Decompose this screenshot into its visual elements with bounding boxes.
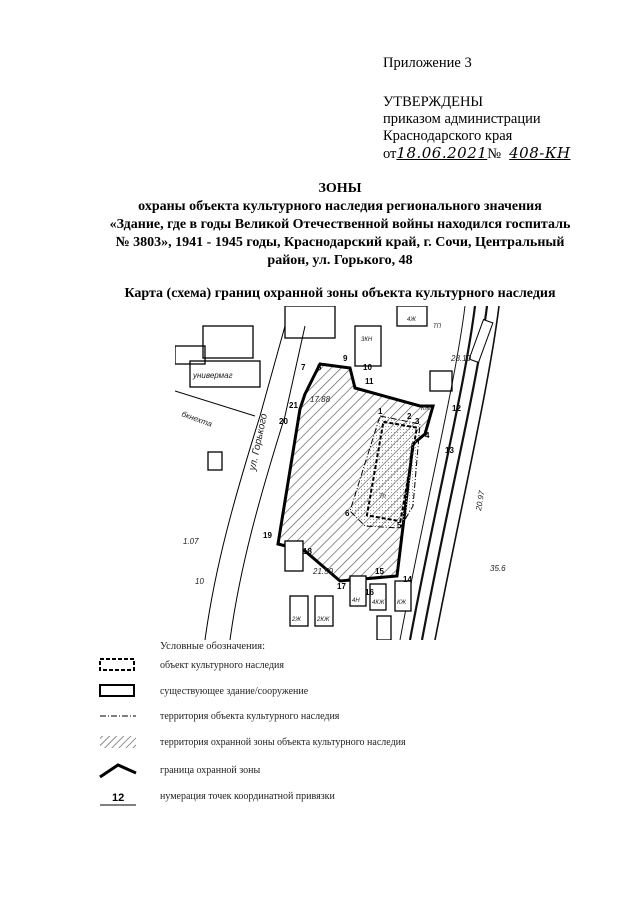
point-number: 2 (407, 412, 412, 421)
approval-date-line (383, 145, 571, 163)
point-number: 8 (317, 363, 322, 372)
point-number: 21 (289, 401, 298, 410)
building-label: 4КЖ (372, 600, 385, 606)
legend-label: граница охранной зоны (160, 765, 261, 776)
point-number: 17 (337, 582, 346, 591)
legend-label: нумерация точек координатной привязки (160, 791, 335, 802)
approved-by-line: приказом администрации (383, 111, 541, 127)
appendix-label: Приложение 3 (383, 55, 472, 71)
point-number-icon (98, 785, 138, 807)
elevation-label: 1.07 (183, 537, 199, 546)
map-title: Карта (схема) границ охранной зоны объекта культурного наследия (124, 286, 556, 301)
elevation-label: 10 (195, 577, 204, 586)
legend-item (98, 682, 138, 702)
approved-label: УТВЕРЖДЕНЫ (383, 94, 484, 110)
legend-item (98, 707, 138, 727)
title-line-3: «Здание, где в годы Великой Отечественной войны находился госпиталь (109, 217, 571, 232)
street-label-gorkogo: ул. Горького (247, 412, 270, 472)
legend-label: существующее здание/сооружение (160, 686, 309, 697)
building-label: КЖ (397, 600, 407, 606)
point-number: 6 (345, 509, 350, 518)
point-number: 9 (343, 354, 348, 363)
page-title: ЗОНЫ (318, 181, 362, 196)
legend-item (98, 785, 138, 805)
title-line-4: № 3803», 1941 - 1945 годы, Краснодарский край, г. Сочи, Центральный (115, 235, 565, 250)
elevation-label: 21.59 (313, 567, 334, 576)
legend-label: территория охранной зоны объекта культурного наследия (160, 737, 406, 748)
elevation-label: 17.88 (310, 395, 331, 404)
building-label: КЖ (421, 406, 431, 412)
legend-label: территория объекта культурного наследия (160, 711, 340, 722)
building-label: 4Н (352, 598, 360, 604)
point-number-sample: 12 (112, 792, 125, 804)
number-label: № (487, 146, 502, 162)
title-line-2: охраны объекта культурного наследия регионального значения (138, 199, 542, 214)
building-label: 2КЖ (317, 617, 330, 623)
dashed-rect-icon (98, 656, 138, 676)
title-line-5: район, ул. Горького, 48 (267, 253, 413, 268)
building-label: Тп (379, 494, 386, 500)
building-label: 3КН (361, 337, 373, 343)
point-number: 3 (415, 417, 420, 426)
building-label-univermag: универмаг (193, 371, 233, 380)
legend-title: Условные обозначения: (160, 641, 266, 652)
point-number: 7 (301, 363, 306, 372)
approval-date: 18.06.2021 (396, 144, 488, 162)
point-number: 18 (303, 547, 312, 556)
zone-map (175, 306, 515, 640)
legend-item (98, 656, 138, 676)
building-label: ТП (433, 324, 442, 330)
point-number: 11 (365, 377, 374, 386)
point-number: 19 (263, 531, 272, 540)
legend-item (98, 759, 138, 779)
legend-label: объект культурного наследия (160, 660, 284, 671)
point-number: 16 (365, 588, 374, 597)
point-number: 13 (445, 446, 454, 455)
elevation-label: 28.10 (451, 354, 472, 363)
point-number: 15 (375, 567, 384, 576)
street-label-partial: бкнехта (180, 409, 214, 429)
elevation-label: 35.6 (490, 564, 506, 573)
point-number: 5 (397, 521, 402, 530)
approval-number: 408-КН (509, 144, 571, 162)
elevation-label: 20.97 (474, 490, 487, 512)
point-number: 10 (363, 363, 372, 372)
solid-rect-icon (98, 682, 138, 702)
bold-line-icon (98, 759, 138, 779)
point-number: 20 (279, 417, 288, 426)
point-number: 12 (452, 404, 461, 413)
point-number: 4 (425, 431, 430, 440)
point-number: 1 (378, 407, 383, 416)
building-label: 2Ж (292, 617, 301, 623)
building-label: 4Ж (407, 317, 416, 323)
point-number: 14 (403, 575, 412, 584)
legend-item (98, 733, 138, 753)
from-label: от (383, 146, 397, 162)
approved-region-line: Краснодарского края (383, 128, 513, 144)
hatch-icon (98, 733, 138, 753)
dashdot-line-icon (98, 707, 138, 727)
